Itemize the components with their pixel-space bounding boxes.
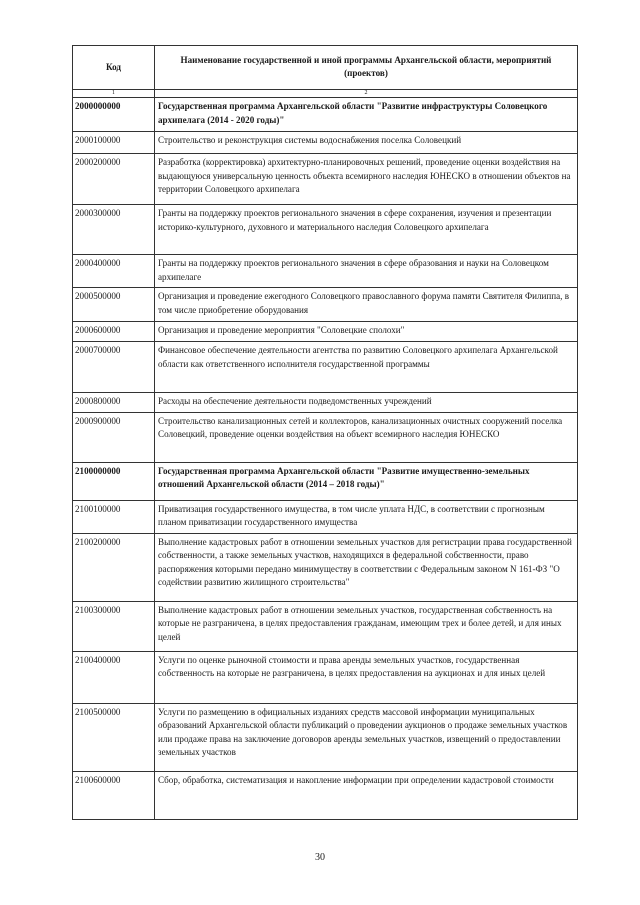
row-name: Расходы на обеспечение деятельности подведомственных учреждений (155, 393, 578, 413)
row-code: 2000500000 (73, 288, 155, 322)
table-row (73, 651, 578, 703)
row-name: Выполнение кадастровых работ в отношении земельных участков, государственная собственность на которые не разграничена, в целях предоставления гражданам, имеющим трех и более детей, и для иных целей (155, 601, 578, 651)
table-row (73, 342, 578, 393)
row-code: 2000200000 (73, 154, 155, 205)
row-code: 2000300000 (73, 205, 155, 255)
table-row (73, 462, 578, 500)
row-code: 2000600000 (73, 322, 155, 342)
row-code: 2100600000 (73, 771, 155, 819)
table-row (73, 393, 578, 413)
column-index-row (73, 90, 578, 98)
table-row (73, 412, 578, 462)
row-code: 2000100000 (73, 132, 155, 154)
row-code: 2100000000 (73, 462, 155, 500)
row-code: 2000700000 (73, 342, 155, 393)
row-name: Организация и проведение мероприятия "Соловецкие сполохи" (155, 322, 578, 342)
row-name: Гранты на поддержку проектов регионального значения в сфере сохранения, изучения и презентации историко-культурного, духовного и материального наследия Соловецкого архипелага (155, 205, 578, 255)
table-row (73, 322, 578, 342)
table-row (73, 288, 578, 322)
row-code: 2000900000 (73, 412, 155, 462)
row-code: 2100100000 (73, 500, 155, 533)
table-header-row (73, 46, 578, 90)
row-name: Услуги по оценке рыночной стоимости и права аренды земельных участков, государственная собственность на которые не разграничена, в целях предоставления на аукционах и для иных целей (155, 651, 578, 703)
row-name: Гранты на поддержку проектов регионального значения в сфере образования и науки на Соловецком архипелаге (155, 255, 578, 288)
row-name: Организация и проведение ежегодного Соловецкого православного форума памяти Святителя Филиппа, в том числе приобретение оборудования (155, 288, 578, 322)
row-name: Государственная программа Архангельской области "Развитие инфраструктуры Соловецкого архипелага (2014 - 2020 годы)" (155, 98, 578, 132)
column-index-1: 1 (73, 90, 155, 98)
table-row (73, 98, 578, 132)
row-code: 2100500000 (73, 703, 155, 771)
row-code: 2100300000 (73, 601, 155, 651)
table-row (73, 703, 578, 771)
row-name: Приватизация государственного имущества, в том числе уплата НДС, в соответствии с прогнозным планом приватизации государственного имущества (155, 500, 578, 533)
table-row (73, 601, 578, 651)
row-name: Выполнение кадастровых работ в отношении земельных участков для регистрации права государственной собственности, а также земельных участков, находящихся в федеральной собственности, право распоряжения которыми передано минимуществу в соответствии с Федеральным законом N 161-ФЗ "О содействии развитию жилищного строительства" (155, 533, 578, 601)
row-code: 2000000000 (73, 98, 155, 132)
header-name: Наименование государственной и иной программы Архангельской области, мероприятий (проектов) (155, 46, 578, 90)
table-row (73, 255, 578, 288)
program-code-table (72, 45, 578, 820)
page-number: 30 (315, 852, 325, 863)
column-index-2: 2 (155, 90, 578, 98)
table-row (73, 132, 578, 154)
row-name: Сбор, обработка, систематизация и накопление информации при определении кадастровой стоимости (155, 771, 578, 819)
row-name: Услуги по размещению в официальных изданиях средств массовой информации муниципальных образований Архангельской области публикаций о проведении аукционов о продаже земельных участков или продаже права на заключение договоров аренды земельных участков, извещений о предоставлении земельных участков (155, 703, 578, 771)
row-code: 2000400000 (73, 255, 155, 288)
table-row (73, 154, 578, 205)
row-name: Государственная программа Архангельской области "Развитие имущественно-земельных отношений Архангельской области (2014 – 2018 годы)" (155, 462, 578, 500)
table-row (73, 771, 578, 819)
table-row (73, 533, 578, 601)
header-code: Код (73, 46, 155, 90)
row-code: 2100200000 (73, 533, 155, 601)
row-name: Строительство канализационных сетей и коллекторов, канализационных очистных сооружений поселка Соловецкий, проведение оценки воздействия на объект всемирного наследия ЮНЕСКО (155, 412, 578, 462)
row-name: Строительство и реконструкция системы водоснабжения поселка Соловецкий (155, 132, 578, 154)
row-name: Разработка (корректировка) архитектурно-планировочных решений, проведение оценки воздействия на выдающуюся универсальную ценность объекта всемирного наследия ЮНЕСКО в отношении объектов на территории Соловецкого архипелага (155, 154, 578, 205)
row-code: 2100400000 (73, 651, 155, 703)
table-row (73, 205, 578, 255)
table-row (73, 500, 578, 533)
row-code: 2000800000 (73, 393, 155, 413)
row-name: Финансовое обеспечение деятельности агентства по развитию Соловецкого архипелага Архангельской области как ответственного исполнителя государственной программы (155, 342, 578, 393)
